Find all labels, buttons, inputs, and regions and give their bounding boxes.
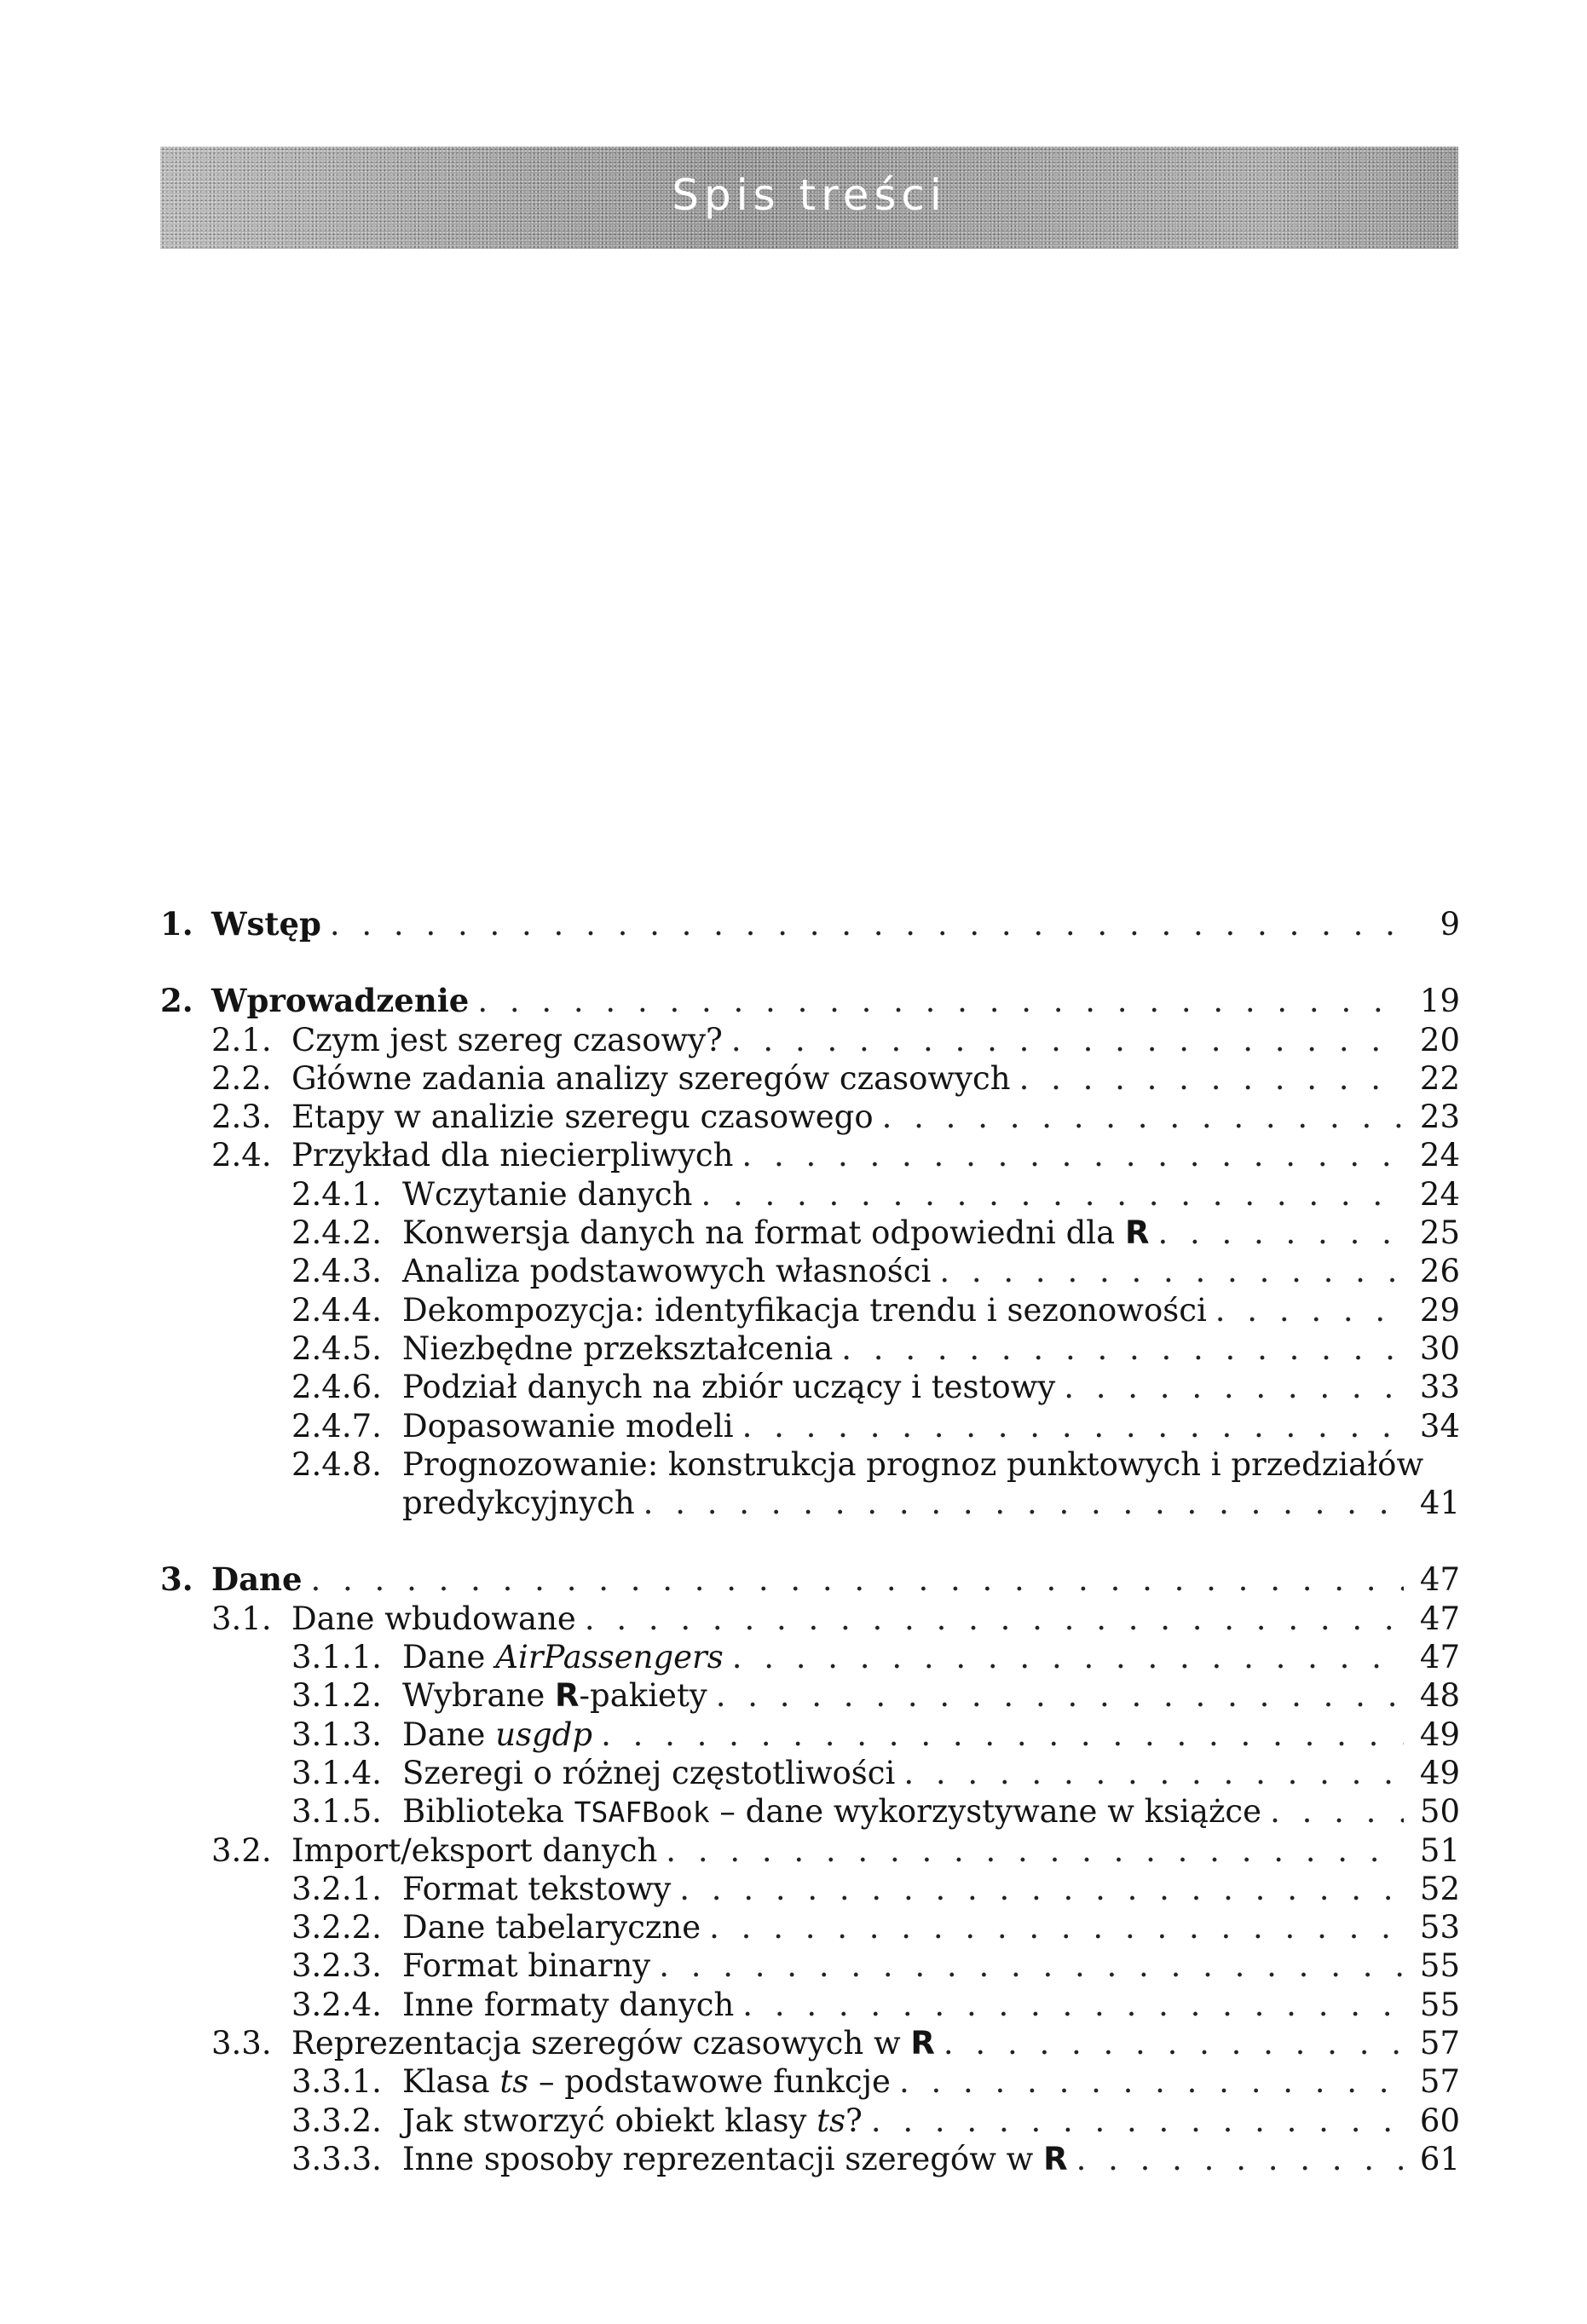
- toc-page-number: 57: [1419, 2063, 1460, 2101]
- toc-page-number: 24: [1419, 1137, 1460, 1174]
- toc-entry-number: 2.1.: [211, 1021, 272, 1058]
- toc-leader-dots: [643, 1484, 1404, 1522]
- toc-page-number: 55: [1419, 1947, 1460, 1985]
- toc-entry-title: Format tekstowy: [402, 1870, 672, 1907]
- toc-entry-number: 2.4.6.: [291, 1369, 382, 1406]
- toc-leader-dots: [701, 1175, 1404, 1214]
- toc-entry[interactable]: [160, 1407, 1460, 1445]
- toc-entry-number: 3.2.4.: [291, 1986, 382, 2023]
- toc-entry[interactable]: [160, 1175, 1460, 1214]
- toc-page-number: 47: [1419, 1561, 1460, 1599]
- toc-entry[interactable]: [160, 2024, 1460, 2062]
- toc-entry-title: Szeregi o różnej częstotliwości: [402, 1754, 896, 1791]
- toc-entry-title: Dane: [211, 1560, 303, 1599]
- toc-page-number: 47: [1419, 1600, 1460, 1637]
- toc-entry[interactable]: [160, 1600, 1460, 1638]
- toc-entry[interactable]: [160, 2140, 1460, 2178]
- toc-entry-number: 2.4.: [211, 1137, 272, 1174]
- toc-entry-number: 2.4.1.: [291, 1175, 382, 1213]
- toc-page-number: 49: [1419, 1716, 1460, 1753]
- toc-entry-number: 1.: [160, 905, 193, 943]
- toc-entry-title: Główne zadania analizy szeregów czasowych: [291, 1059, 1011, 1097]
- toc-entry-title: Reprezentacja szeregów czasowych w R: [291, 2025, 935, 2062]
- toc-leader-dots: [944, 2024, 1404, 2062]
- toc-page-number: 19: [1419, 983, 1460, 1020]
- toc-page-number: 23: [1419, 1099, 1460, 1136]
- toc-entry[interactable]: [160, 1946, 1460, 1985]
- toc-entry-title: Wybrane R-pakiety: [402, 1677, 707, 1715]
- toc-chapter-entry[interactable]: [160, 1560, 1460, 1599]
- toc-leader-dots: [666, 1831, 1404, 1870]
- toc-entry-number: 3.1.: [211, 1600, 272, 1637]
- toc-entry-number: 2.2.: [211, 1059, 272, 1097]
- toc-entry-title: Biblioteka TSAFBook – dane wykorzystywane w książce: [402, 1793, 1262, 1831]
- toc-leader-dots: [709, 1908, 1404, 1946]
- toc-entry[interactable]: [160, 1986, 1460, 2024]
- toc-entry-number: 3.3.3.: [291, 2140, 382, 2177]
- toc-entry-title: Dane wbudowane: [291, 1600, 576, 1637]
- toc-leader-dots: [1019, 1059, 1404, 1098]
- toc-entry-number: 2.: [160, 982, 193, 1020]
- toc-entry-title: Dane usgdp: [402, 1716, 593, 1753]
- toc-leader-dots: [1076, 2140, 1404, 2178]
- toc-entry-number: 3.1.1.: [291, 1639, 382, 1676]
- toc-page-number: 47: [1419, 1639, 1460, 1676]
- toc-entry[interactable]: [160, 1831, 1460, 1870]
- toc-page-number: 52: [1419, 1870, 1460, 1907]
- toc-leader-dots: [1215, 1291, 1404, 1329]
- toc-page-number: 33: [1419, 1369, 1460, 1406]
- toc-entry[interactable]: [160, 1291, 1460, 1329]
- toc-page-number: 55: [1419, 1986, 1460, 2023]
- toc-leader-dots: [742, 1136, 1404, 1174]
- toc-leader-dots: [330, 905, 1404, 943]
- toc-entry[interactable]: [160, 1098, 1460, 1136]
- toc-entry-title: Przykład dla niecierpliwych: [291, 1137, 734, 1174]
- toc-leader-dots: [732, 1638, 1404, 1676]
- toc-page-number: 51: [1419, 1831, 1460, 1869]
- toc-leader-dots: [939, 1252, 1404, 1290]
- toc-leader-dots: [1157, 1214, 1404, 1252]
- toc-leader-dots: [601, 1716, 1404, 1754]
- toc-entry-title: Niezbędne przekształcenia: [402, 1329, 834, 1367]
- toc-entry-number: 2.4.7.: [291, 1407, 382, 1445]
- toc-entry-title: Wstęp: [211, 905, 321, 943]
- toc-leader-dots: [841, 1329, 1404, 1368]
- toc-entry-number: 3.2.2.: [291, 1909, 382, 1946]
- toc-entry[interactable]: [160, 1754, 1460, 1792]
- toc-chapter-entry[interactable]: [160, 982, 1460, 1020]
- toc-entry[interactable]: [160, 1021, 1460, 1059]
- toc-entry-title: Podział danych na zbiór uczący i testowy: [402, 1369, 1056, 1406]
- table-of-contents: [160, 905, 1460, 2178]
- toc-entry-title: Prognozowanie: konstrukcja prognoz punktowych i przedziałów: [402, 1445, 1424, 1483]
- toc-chapter-entry[interactable]: [160, 905, 1460, 943]
- toc-page-number: 60: [1419, 2102, 1460, 2139]
- toc-entry-number: 3.1.5.: [291, 1793, 382, 1831]
- toc-entry-title: Klasa ts – podstawowe funkcje: [402, 2063, 891, 2101]
- toc-leader-dots: [1270, 1792, 1404, 1831]
- toc-entry-number: 3.1.4.: [291, 1754, 382, 1791]
- toc-entry-title: Wprowadzenie: [211, 982, 470, 1020]
- toc-entry-title: Dekompozycja: identyfikacja trendu i sezonowości: [402, 1291, 1207, 1329]
- toc-page-number: 48: [1419, 1677, 1460, 1715]
- toc-entry[interactable]: [160, 1716, 1460, 1754]
- toc-page-number: 25: [1419, 1214, 1460, 1252]
- toc-entry[interactable]: [160, 1792, 1460, 1831]
- toc-entry-title: Konwersja danych na format odpowiedni dla R: [402, 1214, 1150, 1252]
- toc-entry[interactable]: [160, 2102, 1460, 2140]
- toc-leader-dots: [716, 1676, 1404, 1715]
- toc-entry-title: predykcyjnych: [402, 1485, 635, 1522]
- toc-entry[interactable]: [160, 1214, 1460, 1252]
- toc-entry-title: Etapy w analizie szeregu czasowego: [291, 1099, 874, 1136]
- toc-page-number: 57: [1419, 2025, 1460, 2062]
- toc-page-number: 34: [1419, 1407, 1460, 1445]
- toc-page-number: 22: [1419, 1059, 1460, 1097]
- toc-page-number: 24: [1419, 1175, 1460, 1213]
- toc-entry[interactable]: [160, 1329, 1460, 1368]
- toc-entry-number: 3.1.3.: [291, 1716, 382, 1753]
- toc-entry[interactable]: [160, 1908, 1460, 1946]
- toc-leader-dots: [882, 1098, 1404, 1136]
- toc-entry-title: Dopasowanie modeli: [402, 1407, 734, 1445]
- toc-entry-number: 2.3.: [211, 1099, 272, 1136]
- toc-leader-dots: [742, 1407, 1404, 1445]
- toc-leader-dots: [903, 1754, 1404, 1792]
- toc-page-number: 20: [1419, 1021, 1460, 1058]
- toc-entry-number: 2.4.2.: [291, 1214, 382, 1252]
- toc-entry-title: Import/eksport danych: [291, 1831, 658, 1869]
- toc-entry[interactable]: [160, 1368, 1460, 1406]
- toc-entry-number: 3.: [160, 1560, 193, 1599]
- toc-leader-dots: [871, 2102, 1404, 2140]
- toc-entry-number: 2.4.8.: [291, 1445, 382, 1483]
- toc-leader-dots: [899, 2062, 1404, 2101]
- toc-entry[interactable]: [160, 1252, 1460, 1290]
- toc-page-number: 26: [1419, 1253, 1460, 1290]
- toc-entry-title: Wczytanie danych: [402, 1175, 693, 1213]
- toc-entry[interactable]: [160, 1676, 1460, 1715]
- toc-entry[interactable]: [160, 1059, 1460, 1098]
- toc-entry-number: 2.4.5.: [291, 1329, 382, 1367]
- toc-entry-number: 2.4.3.: [291, 1253, 382, 1290]
- toc-leader-dots: [585, 1600, 1404, 1638]
- toc-page-number: 9: [1440, 906, 1460, 943]
- toc-entry-number: 2.4.4.: [291, 1291, 382, 1329]
- toc-entry-title: Format binarny: [402, 1947, 651, 1985]
- toc-page-number: 29: [1419, 1291, 1460, 1329]
- toc-leader-dots: [311, 1560, 1404, 1599]
- page-title: Spis treści: [672, 170, 947, 220]
- toc-page-number: 50: [1419, 1793, 1460, 1831]
- toc-page-number: 41: [1419, 1485, 1460, 1522]
- toc-leader-dots: [477, 982, 1404, 1020]
- toc-entry-number: 3.2.3.: [291, 1947, 382, 1985]
- toc-entry-number: 3.1.2.: [291, 1677, 382, 1715]
- toc-page-number: 30: [1419, 1329, 1460, 1367]
- toc-entry[interactable]: [160, 2062, 1460, 2101]
- toc-entry-number: 3.2.1.: [291, 1870, 382, 1907]
- toc-leader-dots: [1064, 1368, 1404, 1406]
- toc-entry-number: 3.3.: [211, 2025, 272, 2062]
- toc-entry[interactable]: [160, 1870, 1460, 1908]
- toc-entry-title: Inne sposoby reprezentacji szeregów w R: [402, 2140, 1068, 2177]
- toc-page-number: 53: [1419, 1909, 1460, 1946]
- toc-page-number: 49: [1419, 1754, 1460, 1791]
- toc-entry[interactable]: [160, 1638, 1460, 1676]
- toc-entry[interactable]: [160, 1136, 1460, 1174]
- toc-entry-number: 3.3.2.: [291, 2102, 382, 2139]
- toc-entry[interactable]: [160, 1445, 1460, 1484]
- toc-entry-title: Analiza podstawowych własności: [402, 1253, 932, 1290]
- toc-page-number: 61: [1419, 2140, 1460, 2177]
- toc-leader-dots: [742, 1986, 1404, 2024]
- toc-leader-dots: [731, 1021, 1404, 1059]
- toc-entry[interactable]: [160, 1484, 1460, 1522]
- toc-entry-title: Czym jest szereg czasowy?: [291, 1021, 723, 1058]
- toc-leader-dots: [659, 1946, 1404, 1985]
- toc-header-banner: [160, 147, 1458, 249]
- toc-entry-title: Dane tabelaryczne: [402, 1909, 701, 1946]
- toc-entry-number: 3.3.1.: [291, 2063, 382, 2101]
- toc-leader-dots: [679, 1870, 1404, 1908]
- toc-entry-title: Jak stworzyć obiekt klasy ts?: [402, 2102, 863, 2139]
- toc-entry-title: Inne formaty danych: [402, 1986, 735, 2023]
- toc-entry-title: Dane AirPassengers: [402, 1639, 724, 1676]
- toc-entry-number: 3.2.: [211, 1831, 272, 1869]
